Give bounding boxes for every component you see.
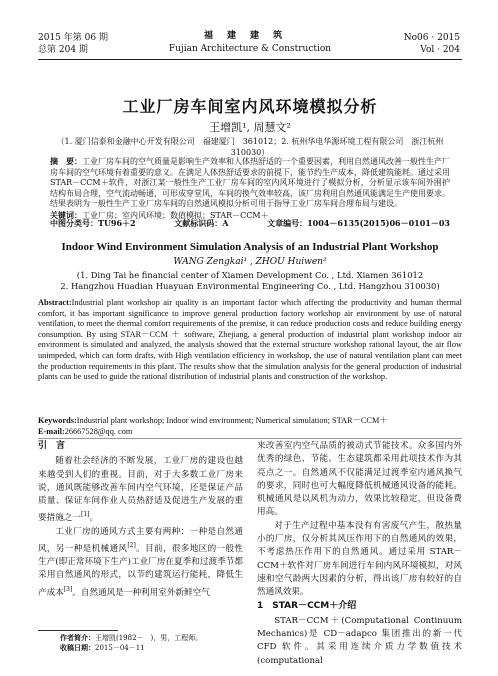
volume-info [404, 32, 460, 56]
article-number: 文章编号：1004－6135(2015)06－0101－03 [267, 218, 450, 228]
author-bio: 王增凯(1982－ )，男，工程师。 [95, 634, 203, 642]
journal-header [0, 0, 498, 62]
classification-row [50, 218, 450, 229]
email: 26667528@qq. com [64, 426, 133, 436]
intro-p2-text-c: 。自然通风是一种利用室外新鲜空气 [72, 587, 210, 598]
english-authors: WANG Zengkai¹ , ZHOU Huiwen² [173, 257, 327, 267]
citation: [1] [80, 511, 90, 519]
intro-p2-text-a: 工业厂房的通风方式主要有两种：一种是自然通风，另一种是机械通风 [38, 526, 243, 554]
issue-no-en: No06 · 2015 [403, 33, 460, 43]
citation: [2] [127, 541, 136, 549]
intro-paragraph-1: 随着社会经济的不断发展，工业厂房的建设也越来越受到人们的重视。目前，对于大多数工业厂房来说，通风既能够改善车间内空气环境，还是保证产品质量、保证车间作业人员热舒适及促进生产发展的重要措施之一[1]。 [38, 456, 243, 524]
author-bio-label: 作者简介： [60, 633, 95, 642]
abstract-cn-text: 工业厂房车间的空气质量是影响生产效率和人体热舒适的一个重要因素，利用自然通风改善一般性生产厂房车间的空气环境有着重要的意义。在满足人体热舒适要求的前提下，能节约生产成本，降低建筑能耗。通过采用 STAR－CCM＋软件，对浙江某一般性生产工业厂房车间的室内风环境进行了模拟分析，分析显示该车间外围护结构布局合理，空气流动畅通，可形成穿堂风，车间的换气效率较高，该厂房利用自然通风能满足生产使用要求。结果表明为一般性生产工业厂房车间的自然通风模拟分析可用于指导工业厂房车间合理布局与建设。 [50, 157, 450, 208]
received-date-label: 收稿日期： [60, 643, 95, 652]
intro-p2-text-b: 。目前，很多地区的一般性生产(即正常环境下生产)工业厂房在夏季和过渡季节都采用自然通风的形式，以节约建筑运行能耗，降低生产成本 [38, 543, 243, 598]
total-issue: 总第 204 期 [38, 45, 88, 55]
english-title: Indoor Wind Environment Simulation Analysis of an Industrial Plant Workshop [61, 241, 439, 253]
section-rule [38, 438, 462, 439]
english-affiliation-2: 2. Hangzhou Huadian Huayuan Environmental Engineering Co. , Ltd. Hangzhou 310030) [60, 281, 440, 291]
intro-paragraph-2-cont: 来改善室内空气品质的被动式节能技术。众多国内外优秀的绿色、节能、生态建筑都采用此项技术作为其亮点之一。自然通风不仅能满足过渡季室内通风换气的要求，同时也可大幅度降低机械通风设备的能耗。机械通风是以风机为动力，效果比较稳定，但设备费用高。 [257, 441, 462, 518]
body-left-column [38, 440, 243, 600]
email-label: E-mail: [38, 426, 65, 436]
keywords-cn: 工业厂房；室内风环境；数值模拟；STAR－CCM＋ [82, 210, 269, 220]
paper-title: 工业厂房车间室内风环境模拟分析 [122, 97, 378, 116]
received-date: 2015－04－11 [95, 644, 145, 652]
paper-affiliation: （1. 厦门信泰和金融中心开发有限公司 福建厦门 361012；2. 杭州华电华源环境工程有限公司 浙江杭州 310030） [56, 137, 452, 157]
journal-name [150, 30, 350, 56]
journal-name-en: Fujian Architecture & Construction [168, 44, 332, 54]
abstract-cn [50, 156, 450, 221]
intro-paragraph-3: 对于生产过程中基本没有有害废气产生，散热量小的厂房，仅分析其风压作用下的自然通风的效果，不考虑热压作用下的自然通风。通过采用 STAR－CCM＋软件对厂房车间进行车间内风环境模拟，对风速和空气龄两大因素的分析，得出该厂房有较好的自然通风效果。 [257, 520, 462, 598]
abstract-en-label: Abstract: [38, 298, 72, 307]
volume-en: Vol · 204 [420, 45, 460, 55]
keywords-en-label: Keywords: [38, 416, 77, 425]
section-1-heading: 1 STAR－CCM＋介绍 [257, 600, 357, 611]
document-code: 文献标识码：A [174, 218, 229, 228]
citation: [3] [63, 585, 73, 593]
body-right-column [257, 440, 462, 668]
clc-number: 中图分类号：TU96＋2 [50, 218, 136, 228]
keywords-cn-label: 关键词： [50, 209, 82, 220]
paper-authors: 王增凯¹, 周慧文² [209, 121, 291, 134]
header-rule [38, 59, 462, 60]
issue-info [38, 32, 108, 56]
footnote-rule [38, 630, 118, 631]
english-affiliation-1: (1. Ding Tai he financial center of Xiamen Development Co. , Ltd. Xiamen 361012 [76, 270, 424, 280]
abstract-cn-label: 摘 要： [50, 156, 82, 166]
keywords-en-block [38, 416, 462, 437]
section-1-paragraph: STAR－CCM＋(Computational Continuum Mechanics)是 CD－adapco 集团推出的新一代 CFD 软件。其采用连续介质力学数值技术 (computational [257, 615, 462, 666]
intro-heading: 引 言 [38, 441, 66, 451]
intro-paragraph-2 [38, 526, 243, 600]
abstract-en [38, 298, 462, 383]
issue-number: 2015 年第 06 期 [38, 33, 108, 43]
footnote [60, 633, 202, 653]
intro-p1-text: 随着社会经济的不断发展，工业厂房的建设也越来越受到人们的重视。目前，对于大多数工业厂房来说，通风既能够改善车间内空气环境，还是保证产品质量、保证车间作业人员热舒适及促进生产发展的重要措施之一 [38, 456, 243, 524]
english-affiliation [60, 270, 440, 292]
abstract-en-text: Industrial plant workshop air quality is an important factor which affecting the productivity and human thermal comfort, it has important significance to improve general production factory workshop air environment by use of natural ventilation, to meet the thermal comfort requirements of the premise, it can reduce production costs and reduce building energy consumption. By using STAR－CCM ＋ software, Zhejiang, a general production of industrial plant workshop indoor air environment is simulated and analyzed, the analysis showed that the external structure workshop rational layout, the air flow unimpeded, which can form drafts, with High ventilation efficiency in workshop, the use of natural ventilation plant can meet the production requirements in this plant. The results show that the simulation analysis for the general production of industrial plants can be used to guide the rational distribution of industrial plants and construction of the workshop. [38, 298, 462, 382]
keywords-en: Industrial plant workshop; Indoor wind environment; Numerical simulation; STAR－CCM＋ [76, 416, 388, 425]
journal-name-cn: 福建建筑 [203, 31, 296, 41]
